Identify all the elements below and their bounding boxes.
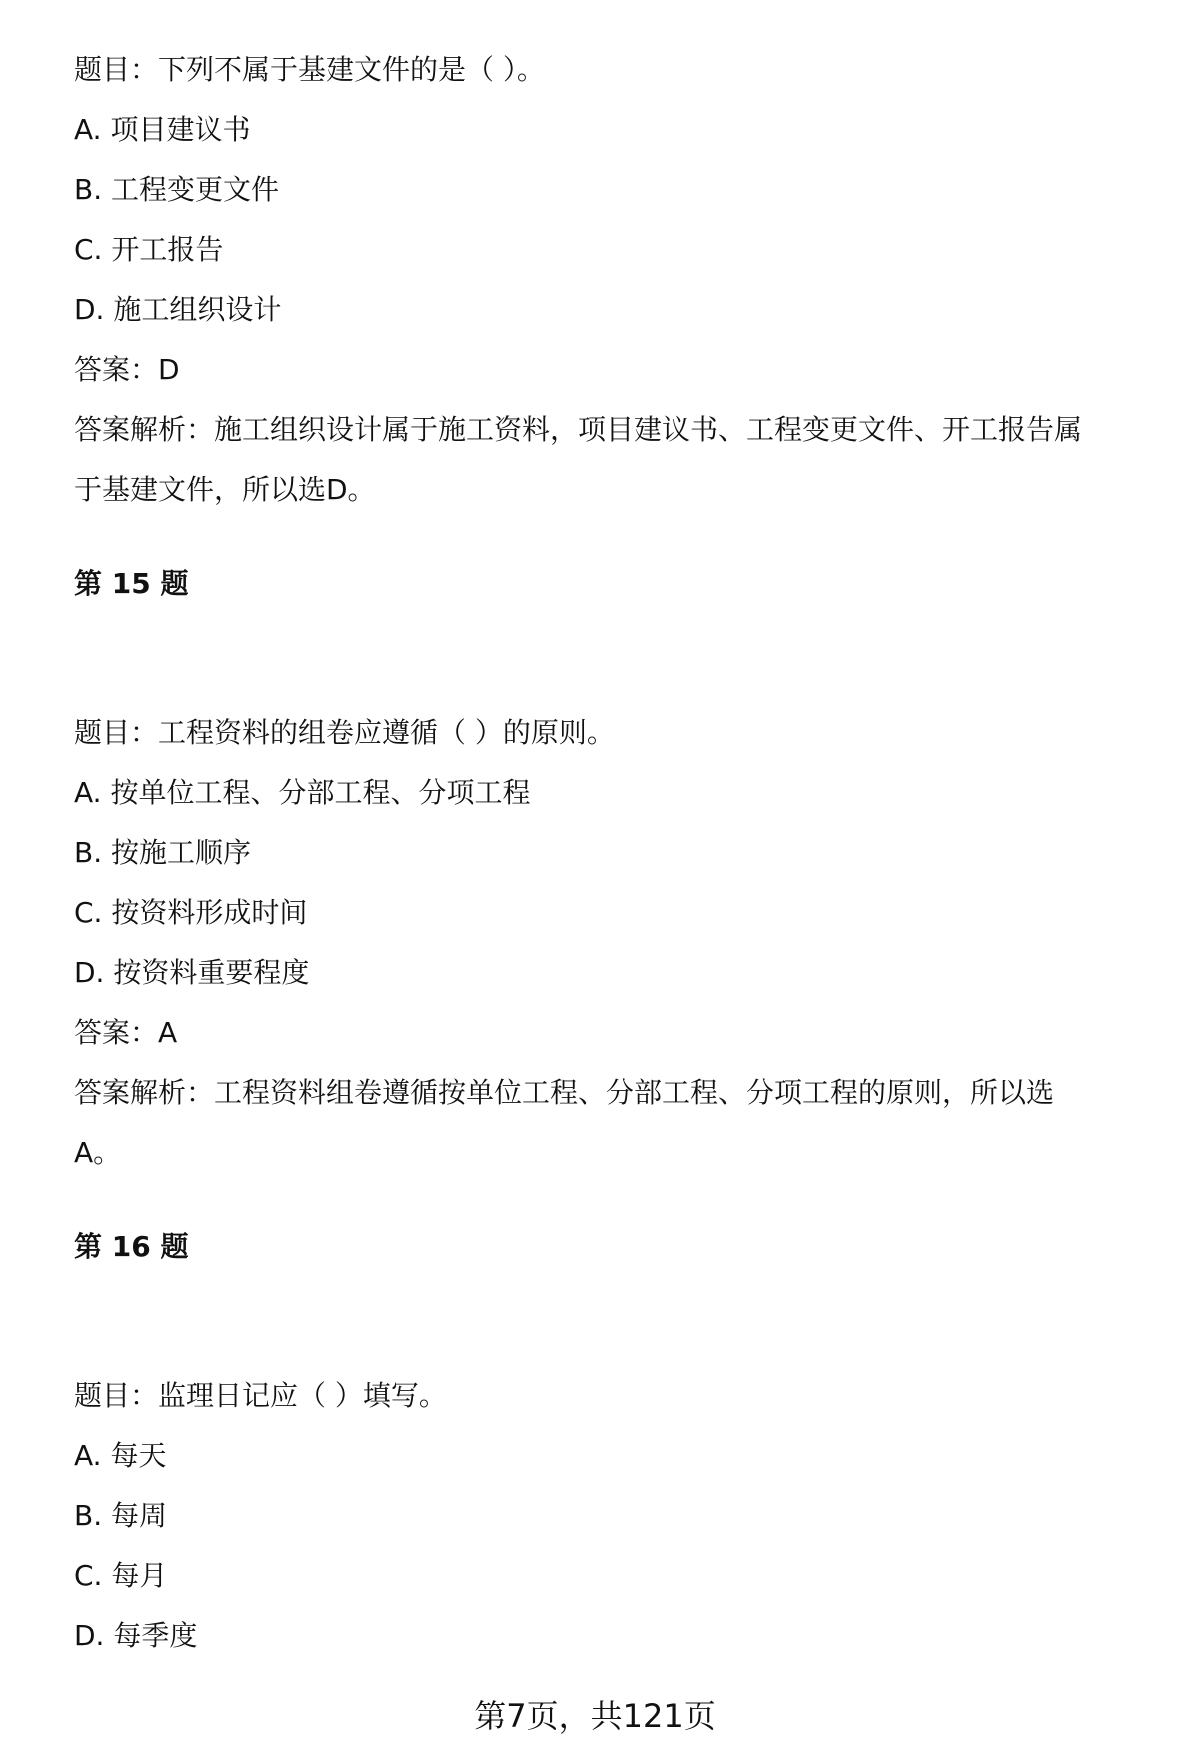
question-15-heading: 第 15 题: [74, 567, 189, 600]
question-15-option-a: A. 按单位工程、分部工程、分项工程: [74, 776, 531, 809]
question-15-analysis-line-1: 答案解析：工程资料组卷遵循按单位工程、分部工程、分项工程的原则，所以选: [74, 1076, 1055, 1109]
question-16-option-a: A. 每天: [74, 1439, 167, 1472]
question-15-option-d: D. 按资料重要程度: [74, 956, 310, 989]
question-15-answer: 答案：A: [74, 1016, 178, 1049]
question-14-option-a: A. 项目建议书: [74, 113, 251, 146]
question-14-answer: 答案：D: [74, 353, 180, 386]
question-15-option-b: B. 按施工顺序: [74, 836, 252, 869]
question-16-option-b: B. 每周: [74, 1499, 168, 1532]
question-14-analysis-line-2: 于基建文件，所以选D。: [74, 473, 376, 506]
question-14-analysis-line-1: 答案解析：施工组织设计属于施工资料，项目建议书、工程变更文件、开工报告属: [74, 413, 1083, 446]
page-number-footer: 第7页，共121页: [474, 1697, 716, 1735]
question-14-option-d: D. 施工组织设计: [74, 293, 282, 326]
question-15-text: 题目：工程资料的组卷应遵循（ ）的原则。: [74, 716, 615, 749]
question-15-option-c: C. 按资料形成时间: [74, 896, 308, 929]
question-16-text: 题目：监理日记应（ ）填写。: [74, 1379, 447, 1412]
question-16-heading: 第 16 题: [74, 1230, 189, 1263]
question-14-text: 题目：下列不属于基建文件的是（ ）。: [74, 53, 545, 86]
question-15-analysis-line-2: A。: [74, 1136, 122, 1169]
question-16-option-d: D. 每季度: [74, 1619, 198, 1652]
question-14-option-b: B. 工程变更文件: [74, 173, 280, 206]
question-16-option-c: C. 每月: [74, 1559, 168, 1592]
question-14-option-c: C. 开工报告: [74, 233, 224, 266]
